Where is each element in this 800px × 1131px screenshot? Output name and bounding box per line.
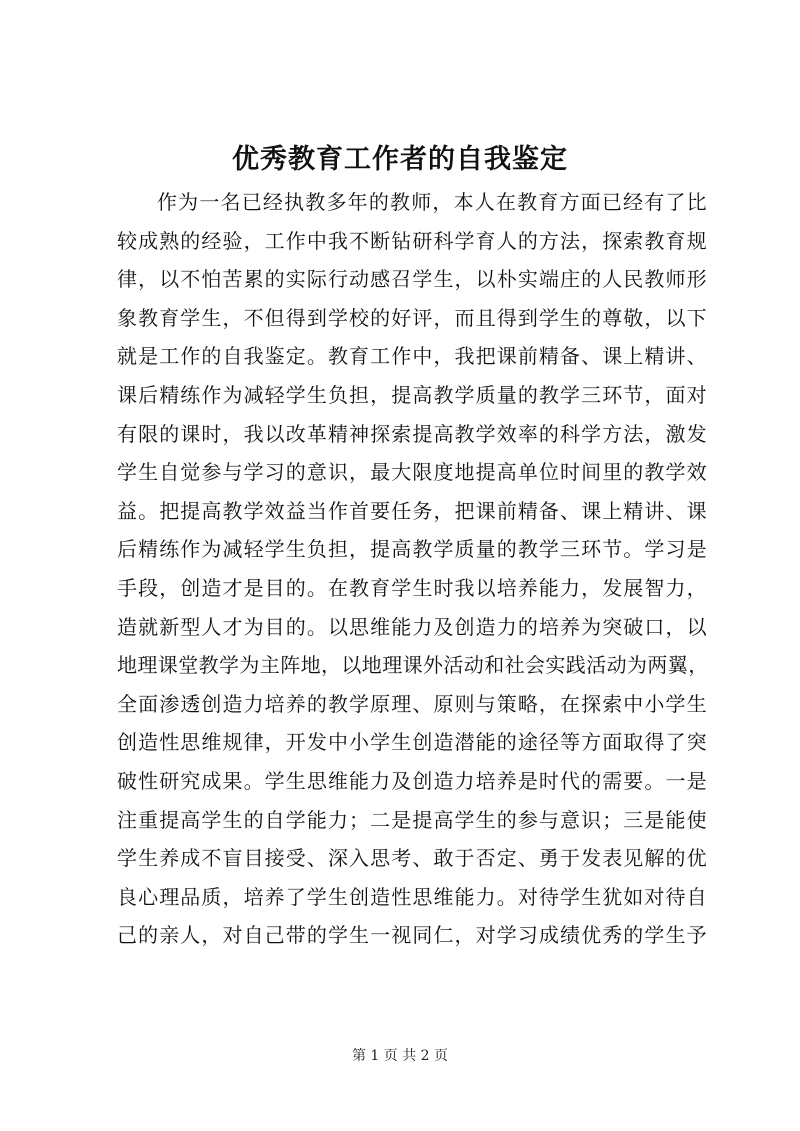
body-line: 课后精练作为减轻学生负担，提高教学质量的教学三环节，面对 (117, 382, 707, 407)
body-line: 全面渗透创造力培养的教学原理、原则与策略，在探索中小学生 (117, 691, 707, 716)
body-line: 良心理品质，培养了学生创造性思维能力。对待学生犹如对待自 (117, 884, 707, 909)
body-line: 己的亲人，对自己带的学生一视同仁，对学习成绩优秀的学生予 (117, 923, 707, 948)
body-line: 有限的课时，我以改革精神探索提高教学效率的科学方法，激发 (117, 421, 707, 446)
body-line: 创造性思维规律，开发中小学生创造潜能的途径等方面取得了突 (117, 730, 707, 755)
body-line: 就是工作的自我鉴定。教育工作中，我把课前精备、课上精讲、 (117, 344, 707, 369)
body-line: 破性研究成果。学生思维能力及创造力培养是时代的需要。一是 (117, 768, 707, 793)
body-line: 作为一名已经执教多年的教师，本人在教育方面已经有了比 (157, 190, 707, 214)
body-line: 造就新型人才为目的。以思维能力及创造力的培养为突破口，以 (117, 614, 707, 639)
document-body (117, 183, 707, 955)
body-line: 较成熟的经验，工作中我不断钻研科学育人的方法，探索教育规 (117, 228, 707, 253)
body-line: 地理课堂教学为主阵地，以地理课外活动和社会实践活动为两翼， (117, 653, 709, 678)
document-title: 优秀教育工作者的自我鉴定 (232, 144, 568, 175)
body-line: 学生养成不盲目接受、深入思考、敢于否定、勇于发表见解的优 (117, 846, 707, 871)
body-line: 象教育学生，不但得到学校的好评，而且得到学生的尊敬，以下 (117, 305, 707, 330)
body-line: 益。把提高教学效益当作首要任务，把课前精备、课上精讲、课 (117, 498, 707, 523)
page-number-footer: 第 1 页 共 2 页 (351, 1048, 449, 1064)
body-line: 律，以不怕苦累的实际行动感召学生，以朴实端庄的人民教师形 (117, 267, 707, 292)
body-line: 手段，创造才是目的。在教育学生时我以培养能力，发展智力， (117, 575, 707, 600)
body-line: 注重提高学生的自学能力；二是提高学生的参与意识；三是能使 (117, 807, 707, 832)
body-line: 后精练作为减轻学生负担，提高教学质量的教学三环节。学习是 (117, 537, 707, 562)
body-line: 学生自觉参与学习的意识，最大限度地提高单位时间里的教学效 (117, 460, 707, 485)
